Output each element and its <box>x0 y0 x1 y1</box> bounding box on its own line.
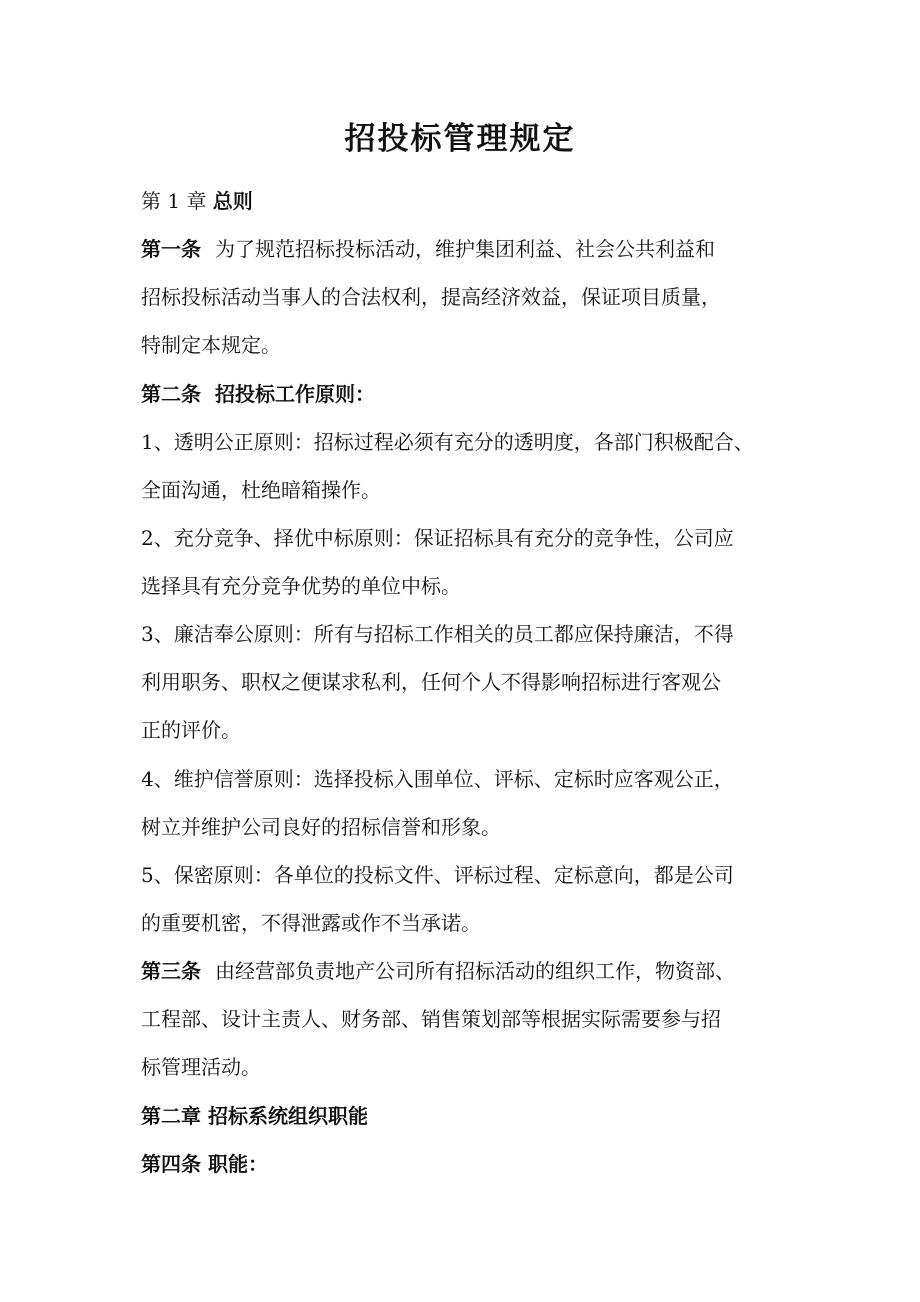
principle-3-line-1: 3、廉洁奉公原则：所有与招标工作相关的员工都应保持廉洁，不得 <box>141 622 734 646</box>
principle-1-line-1: 1、透明公正原则：招标过程必须有充分的透明度，各部门积极配合、 <box>141 430 754 454</box>
article-4-heading: 第四条 职能： <box>141 1152 268 1176</box>
article-1-line-1 <box>141 236 715 262</box>
principle-3-line-3: 正的评价。 <box>141 718 241 742</box>
chapter-2-heading: 第二章 招标系统组织职能 <box>141 1104 368 1128</box>
article-3-text-1: 由经营部负责地产公司所有招标活动的组织工作，物资部、 <box>215 959 735 983</box>
article-2-label: 第二条 <box>141 382 201 406</box>
article-1-line-3: 特制定本规定。 <box>141 333 281 357</box>
article-3-line-3: 标管理活动。 <box>141 1055 261 1079</box>
principle-2-line-2: 选择具有充分竞争优势的单位中标。 <box>141 574 461 598</box>
principle-5-line-1: 5、保密原则：各单位的投标文件、评标过程、定标意向，都是公司 <box>141 863 734 887</box>
article-3-line-1 <box>141 958 735 984</box>
document-title: 招投标管理规定 <box>344 121 576 157</box>
article-1-line-2: 招标投标活动当事人的合法权利，提高经济效益，保证项目质量， <box>141 285 721 309</box>
chapter-1-heading <box>141 188 253 214</box>
chapter-1-name: 总则 <box>212 189 253 213</box>
article-1-label: 第一条 <box>141 237 201 261</box>
principle-2-line-1: 2、充分竞争、择优中标原则：保证招标具有充分的竞争性，公司应 <box>141 526 734 550</box>
chapter-1-prefix: 第 1 章 <box>141 189 213 213</box>
principle-3-line-2: 利用职务、职权之便谋求私利，任何个人不得影响招标进行客观公 <box>141 670 721 694</box>
principle-4-line-1: 4、维护信誉原则：选择投标入围单位、评标、定标时应客观公正， <box>141 767 734 791</box>
principle-1-line-2: 全面沟通，杜绝暗箱操作。 <box>141 478 381 502</box>
article-3-label: 第三条 <box>141 959 201 983</box>
article-1-text-1: 为了规范招标投标活动，维护集团利益、社会公共利益和 <box>215 237 715 261</box>
article-2-heading <box>141 381 375 407</box>
article-2-title: 招投标工作原则： <box>215 382 375 406</box>
principle-4-line-2: 树立并维护公司良好的招标信誉和形象。 <box>141 815 501 839</box>
article-3-line-2: 工程部、设计主责人、财务部、销售策划部等根据实际需要参与招 <box>141 1007 721 1031</box>
principle-5-line-2: 的重要机密，不得泄露或作不当承诺。 <box>141 911 481 935</box>
